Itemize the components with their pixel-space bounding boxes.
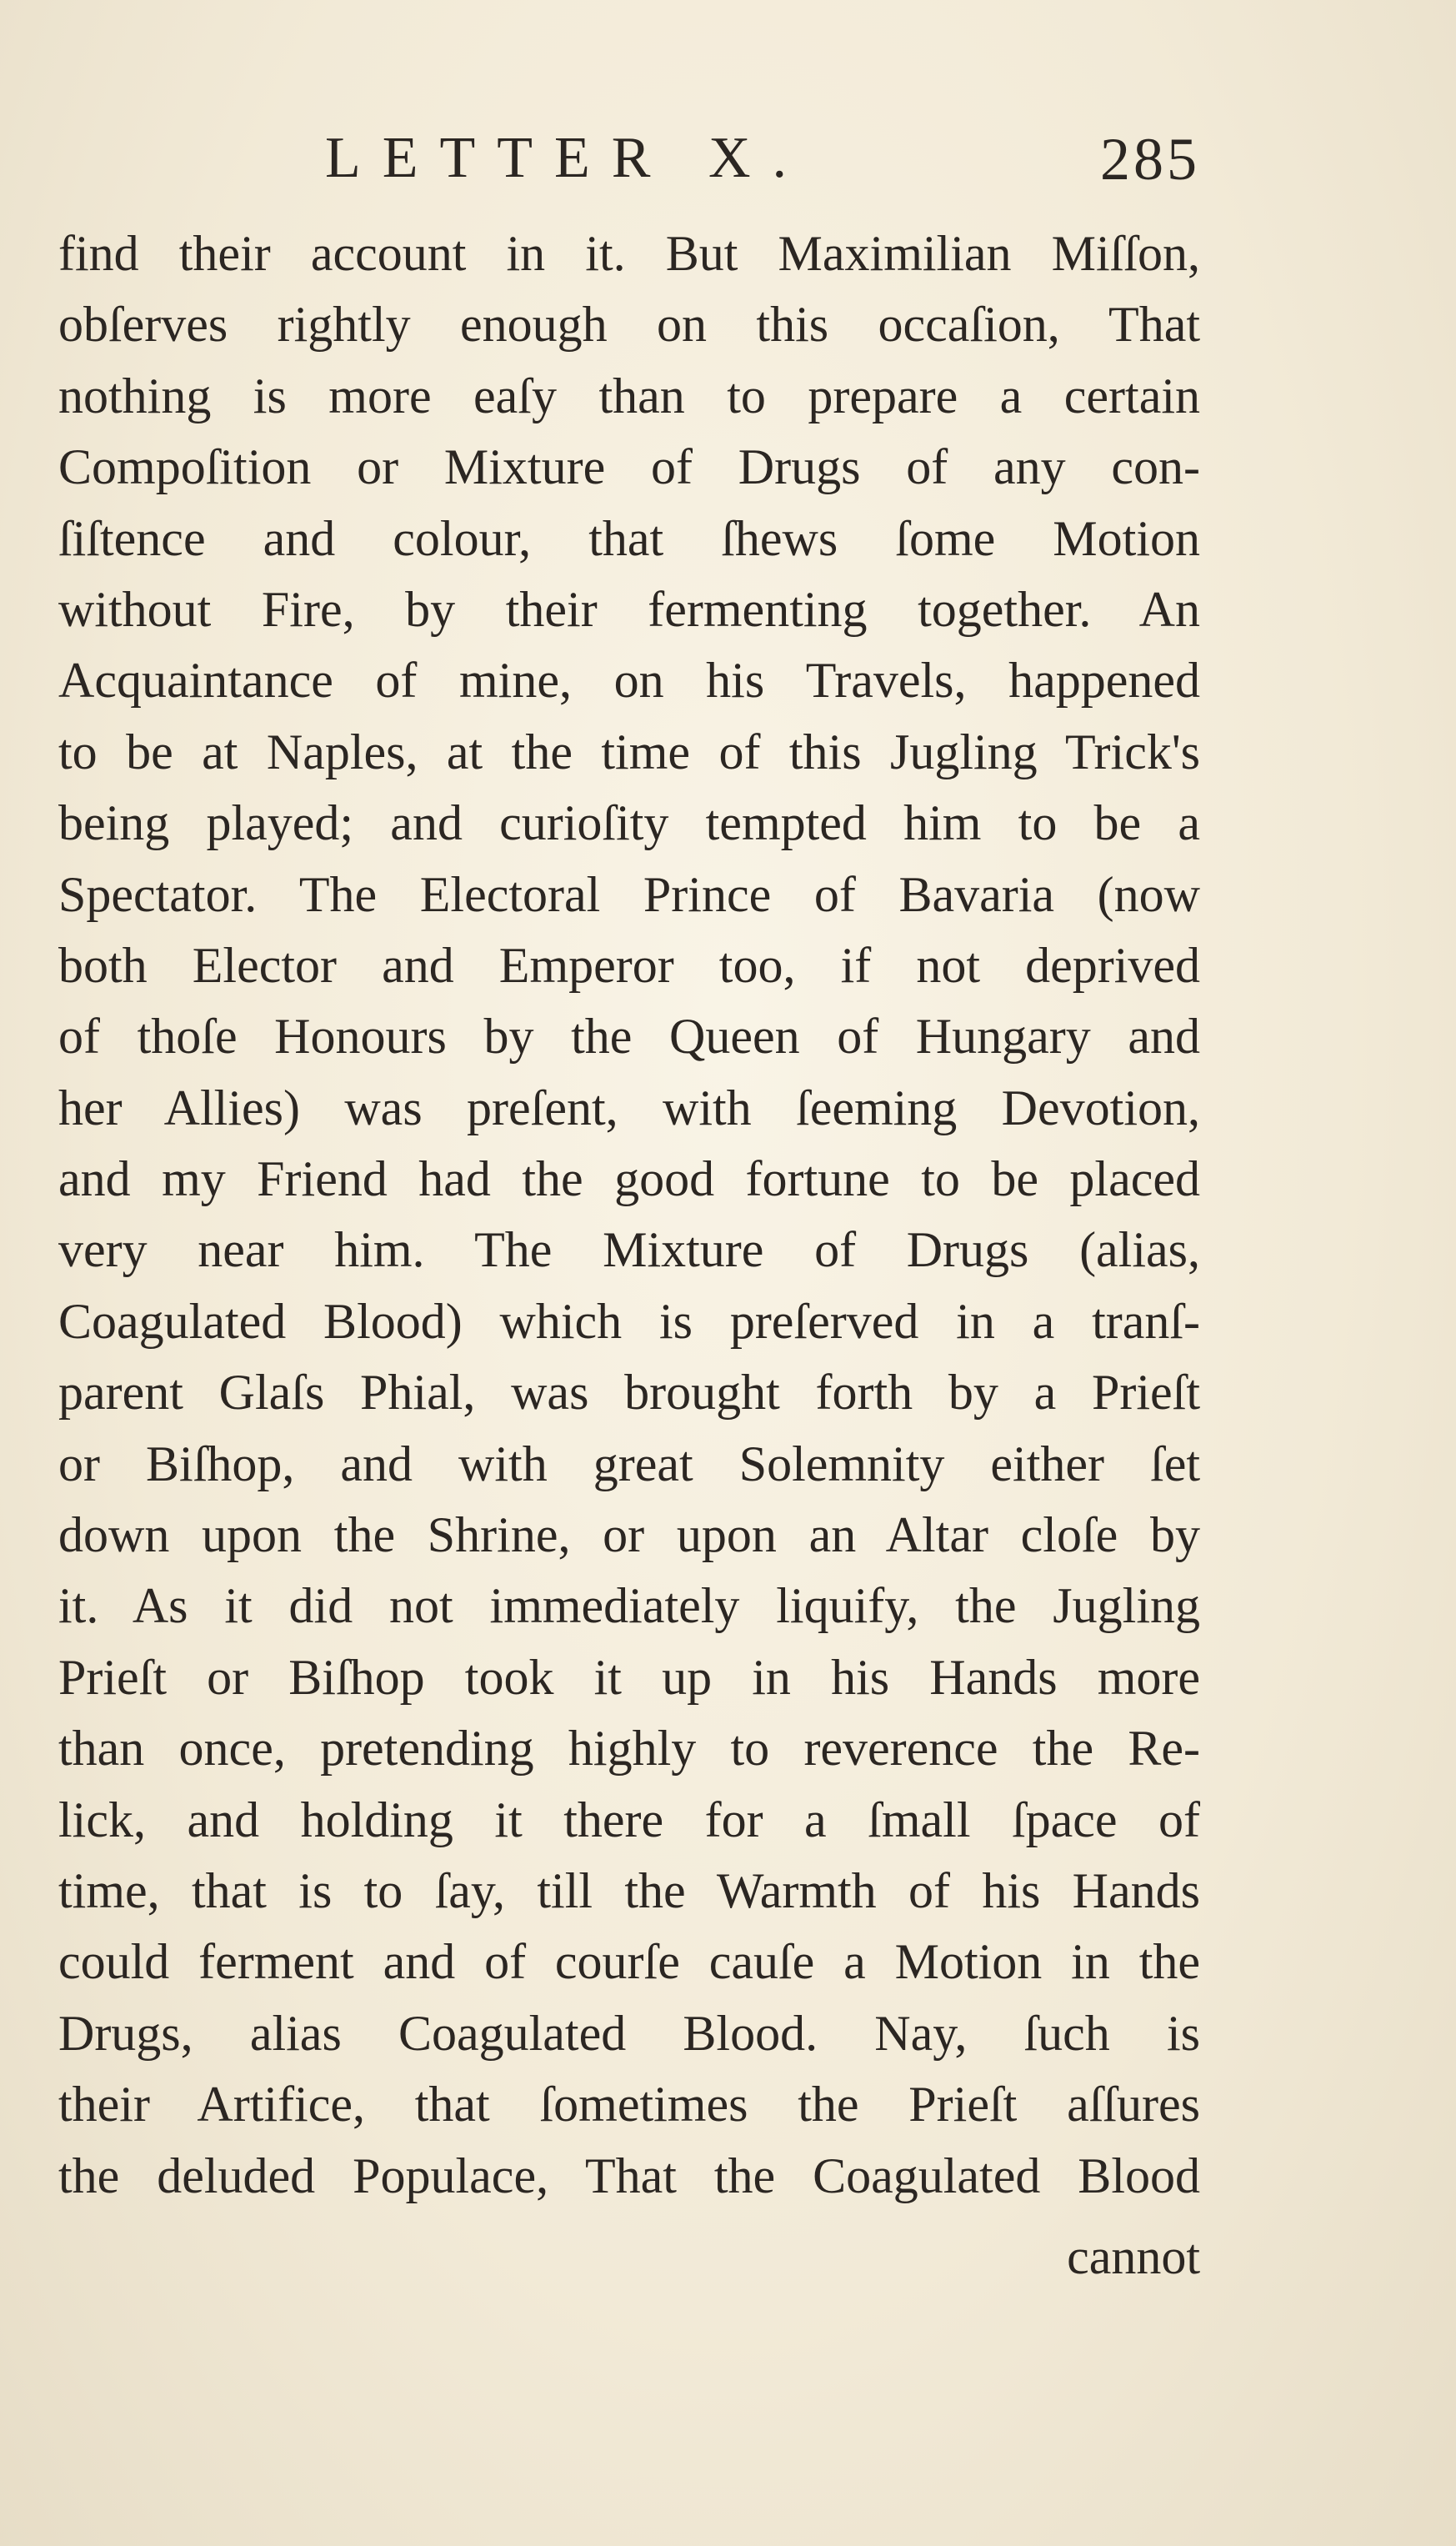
text-line: nothing is more eaſy than to prepare a certain: [58, 368, 1200, 423]
text-line: to be at Naples, at the time of this Jugling Trick's: [58, 724, 1200, 779]
body-text: [58, 218, 1200, 2212]
text-line: Compoſition or Mixture of Drugs of any con-: [58, 439, 1200, 495]
text-line: her Allies) was preſent, with ſeeming Devotion,: [58, 1080, 1200, 1135]
text-line: the deluded Populace, That the Coagulated Blood: [58, 2148, 1200, 2203]
text-line: Drugs, alias Coagulated Blood. Nay, ſuch is: [58, 2005, 1200, 2061]
text-line: it. As it did not immediately liquify, the Jugling: [58, 1578, 1200, 1634]
text-line: both Elector and Emperor too, if not deprived: [58, 937, 1200, 993]
text-line: or Biſhop, and with great Solemnity either ſet: [58, 1436, 1200, 1491]
text-line: of thoſe Honours by the Queen of Hungary and: [58, 1009, 1200, 1065]
page-number: 285: [1100, 126, 1200, 193]
text-line: could ferment and of courſe cauſe a Motion in the: [58, 1934, 1200, 1990]
text-line: Acquaintance of mine, on his Travels, happened: [58, 653, 1200, 709]
text-line: and my Friend had the good fortune to be placed: [58, 1151, 1200, 1207]
text-line: Coagulated Blood) which is preſerved in a tranſ-: [58, 1293, 1200, 1349]
text-line: Spectator. The Electoral Prince of Bavaria (now: [58, 866, 1200, 922]
text-line: Prieſt or Biſhop took it up in his Hands more: [58, 1649, 1200, 1705]
page-header: [58, 125, 1200, 217]
text-line: very near him. The Mixture of Drugs (alias,: [58, 1222, 1200, 1278]
text-line: being played; and curioſity tempted him to be a: [58, 795, 1200, 851]
text-line: time, that is to ſay, till the Warmth of his Hands: [58, 1862, 1200, 1918]
catchword: cannot: [1067, 2229, 1200, 2284]
text-line: down upon the Shrine, or upon an Altar cloſe by: [58, 1507, 1200, 1563]
text-line: their Artifice, that ſometimes the Prieſt aſſures: [58, 2077, 1200, 2133]
text-line: ſiſtence and colour, that ſhews ſome Motion: [58, 510, 1200, 566]
text-line: parent Glaſs Phial, was brought forth by a Prieſt: [58, 1365, 1200, 1421]
text-line: than once, pretending highly to reverence the Re-: [58, 1721, 1200, 1777]
text-line: without Fire, by their fermenting together. An: [58, 581, 1200, 637]
text-line: find their account in it. But Maximilian Miſſon,: [58, 226, 1200, 281]
text-line: lick, and holding it there for a ſmall ſpace of: [58, 1792, 1200, 1847]
running-head: LETTER X.: [325, 126, 809, 190]
text-line: obſerves rightly enough on this occaſion, That: [58, 297, 1200, 353]
